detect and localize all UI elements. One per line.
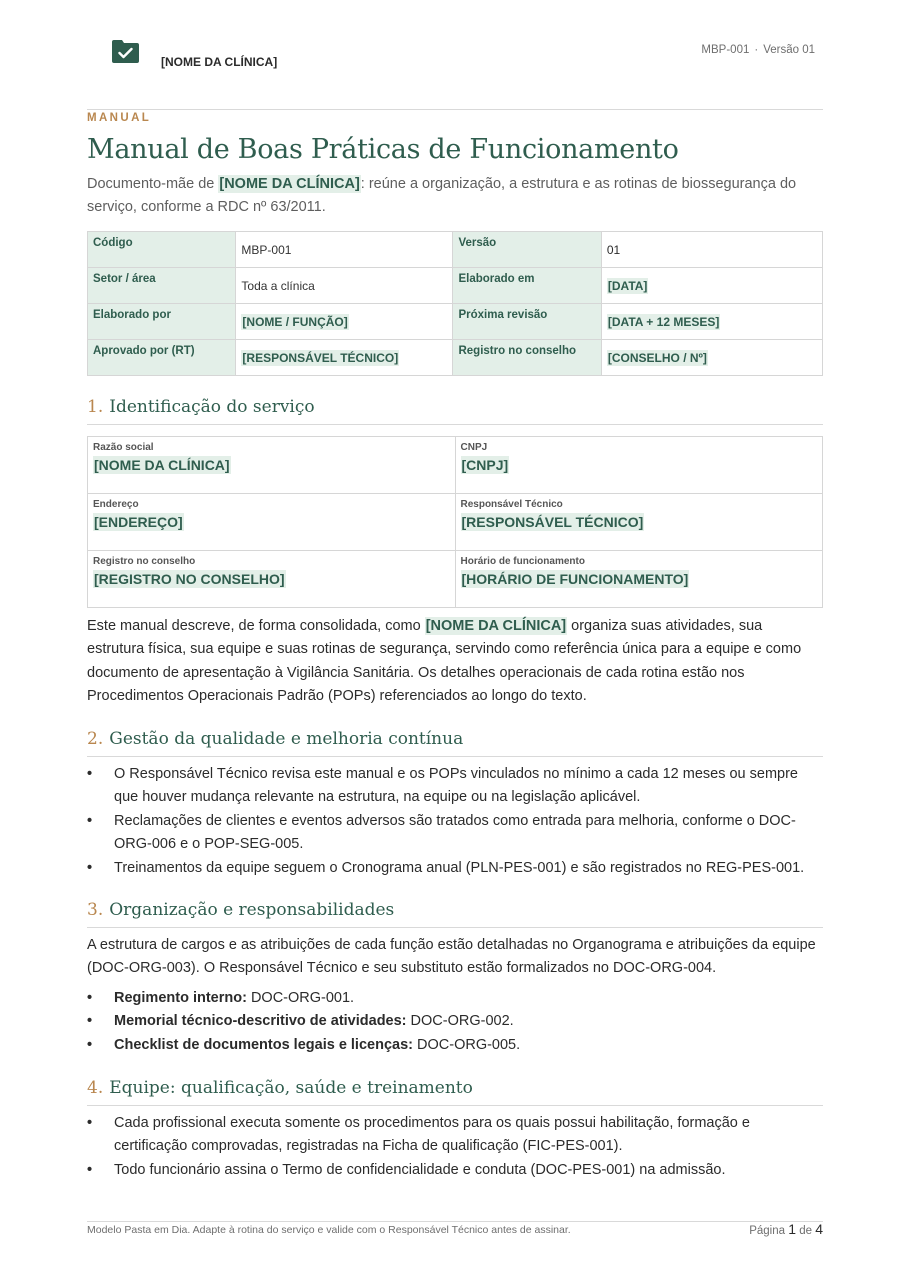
list-item — [87, 1034, 823, 1057]
subtitle-text: Documento-mãe de — [87, 176, 219, 192]
meta-key: Código — [88, 232, 236, 268]
list-item-term: Memorial técnico-descritivo de atividades: — [114, 1013, 407, 1030]
list-item-text: DOC-ORG-002. — [406, 1013, 514, 1030]
page-word: Página — [749, 1225, 785, 1237]
meta-key: Registro no conselho — [453, 340, 601, 376]
table-row — [88, 304, 823, 340]
placeholder-highlight: [DATA + 12 MESES] — [607, 314, 720, 329]
field-value: [NOME DA CLÍNICA] — [94, 457, 230, 473]
quality-list — [87, 763, 823, 880]
field-value: [REGISTRO NO CONSELHO] — [94, 571, 285, 587]
list-item: • Todo funcionário assina o Termo de confidencialidade e conduta (DOC-PES-001) na admissão. — [87, 1159, 823, 1182]
meta-value — [236, 304, 453, 340]
section-number: 1. — [87, 397, 104, 417]
meta-key: Setor / área — [88, 268, 236, 304]
doc-version: Versão 01 — [763, 44, 815, 56]
list-item — [87, 1010, 823, 1033]
list-item-text: DOC-ORG-005. — [412, 1036, 521, 1053]
section-title: Organização e responsabilidades — [109, 900, 395, 920]
section-number: 2. — [87, 729, 104, 749]
list-item: • Cada profissional executa somente os procedimentos para os quais possui habilitação, formação e certificação comprovadas, registradas na Ficha de qualificação (FIC-PES-001). — [87, 1112, 823, 1159]
list-item-term: Checklist de documentos legais e licenças: — [114, 1036, 413, 1053]
table-row — [88, 494, 823, 551]
meta-key: Aprovado por (RT) — [88, 340, 236, 376]
list-item: • Treinamentos da equipe seguem o Cronograma anual (PLN-PES-001) e são registrados no REG-PES-001. — [87, 857, 823, 880]
meta-value — [601, 268, 822, 304]
ident-cell — [88, 551, 456, 608]
team-list — [87, 1112, 823, 1182]
table-row — [88, 437, 823, 494]
document-meta-table — [87, 231, 823, 376]
page-number — [749, 1221, 823, 1237]
page-total: 4 — [815, 1221, 823, 1237]
section-heading — [87, 1078, 823, 1106]
table-row — [88, 340, 823, 376]
section-heading — [87, 397, 823, 425]
field-value: [RESPONSÁVEL TÉCNICO] — [461, 514, 644, 530]
identification-table — [87, 436, 823, 608]
placeholder-highlight: [NOME DA CLÍNICA] — [425, 618, 567, 634]
organization-list — [87, 987, 823, 1057]
field-label: CNPJ — [460, 442, 488, 453]
header-divider — [87, 109, 823, 110]
list-item-term: Regimento interno: — [114, 990, 247, 1006]
doc-code-version — [701, 44, 815, 56]
ident-cell — [455, 494, 823, 551]
ident-cell — [88, 494, 456, 551]
ident-cell — [88, 437, 456, 494]
ident-cell — [455, 551, 823, 608]
page-title: Manual de Boas Práticas de Funcionamento — [87, 134, 679, 165]
placeholder-highlight: [CONSELHO / Nº] — [607, 350, 707, 365]
folder-check-icon — [111, 39, 140, 64]
meta-value: Toda a clínica — [236, 268, 453, 304]
list-item — [87, 987, 823, 1010]
list-item: • Reclamações de clientes e eventos adversos são tratados como entrada para melhoria, conforme o DOC-ORG-006 e o POP-SEG-005. — [87, 810, 823, 857]
section-heading — [87, 729, 823, 757]
section-number: 4. — [87, 1078, 104, 1098]
placeholder-highlight: [RESPONSÁVEL TÉCNICO] — [242, 350, 399, 365]
meta-value — [236, 340, 453, 376]
meta-key: Versão — [453, 232, 601, 268]
meta-key: Elaborado por — [88, 304, 236, 340]
meta-value — [601, 304, 822, 340]
field-label: Razão social — [93, 442, 154, 453]
ident-cell — [455, 437, 823, 494]
meta-key: Próxima revisão — [453, 304, 601, 340]
page-current: 1 — [788, 1221, 796, 1237]
section-title: Identificação do serviço — [109, 397, 315, 417]
table-row — [88, 232, 823, 268]
meta-separator: · — [754, 44, 759, 56]
field-label: Endereço — [93, 499, 139, 510]
paragraph-text: organiza suas atividades, sua estrutura física, sua equipe e suas rotinas de segurança, servindo como referência única para a equipe e como documento de apresentação à Vigilância Sanitária. Os detalhes operacionais de cada rotina estão nos Procedimentos Operacionais Padrão (POPs) referenciados ao longo do texto. — [87, 618, 802, 705]
placeholder-highlight: [NOME DA CLÍNICA] — [219, 176, 360, 192]
placeholder-highlight: [NOME / FUNÇÃO] — [242, 314, 348, 329]
organization-paragraph: A estrutura de cargos e as atribuições de cada função estão detalhadas no Organograma e atribuições da equipe (DOC-ORG-003). O Responsável Técnico e seu substituto estão formalizados no DOC-ORG-004. — [87, 937, 816, 977]
list-item-text: DOC-ORG-001. — [246, 990, 355, 1006]
field-label: Registro no conselho — [93, 556, 196, 567]
meta-key: Elaborado em — [453, 268, 601, 304]
placeholder-highlight: [DATA] — [607, 278, 648, 293]
header-clinic-name: [NOME DA CLÍNICA] — [161, 55, 278, 69]
field-label: Responsável Técnico — [460, 499, 563, 510]
field-value: [CNPJ] — [461, 457, 509, 473]
field-label: Horário de funcionamento — [460, 556, 585, 567]
page-of: de — [799, 1225, 812, 1237]
doc-type-eyebrow: MANUAL — [87, 112, 152, 124]
footer-divider — [87, 1221, 823, 1222]
subtitle-text: : reúne a organização, a estrutura e as rotinas de biossegurança do serviço, conforme a RDC nº 63/2011. — [87, 176, 797, 215]
meta-value: 01 — [601, 232, 822, 268]
field-value: [HORÁRIO DE FUNCIONAMENTO] — [461, 571, 689, 587]
list-item: • O Responsável Técnico revisa este manual e os POPs vinculados no mínimo a cada 12 meses ou sempre que houver mudança relevante na estrutura, na equipe ou na legislação aplicável. — [87, 763, 823, 810]
paragraph-text: Este manual descreve, de forma consolidada, como — [87, 618, 425, 634]
meta-value: MBP-001 — [236, 232, 453, 268]
table-row — [88, 268, 823, 304]
field-value: [ENDEREÇO] — [94, 514, 183, 530]
page-subtitle — [87, 173, 823, 219]
intro-paragraph — [87, 615, 823, 709]
doc-code: MBP-001 — [701, 44, 750, 56]
section-heading — [87, 900, 823, 928]
section-title: Gestão da qualidade e melhoria contínua — [109, 729, 464, 749]
section-number: 3. — [87, 900, 104, 920]
table-row — [88, 551, 823, 608]
footer-note: Modelo Pasta em Dia. Adapte à rotina do serviço e valide com o Responsável Técnico antes de assinar. — [87, 1224, 571, 1236]
meta-value — [601, 340, 822, 376]
section-title: Equipe: qualificação, saúde e treinamento — [109, 1078, 473, 1098]
